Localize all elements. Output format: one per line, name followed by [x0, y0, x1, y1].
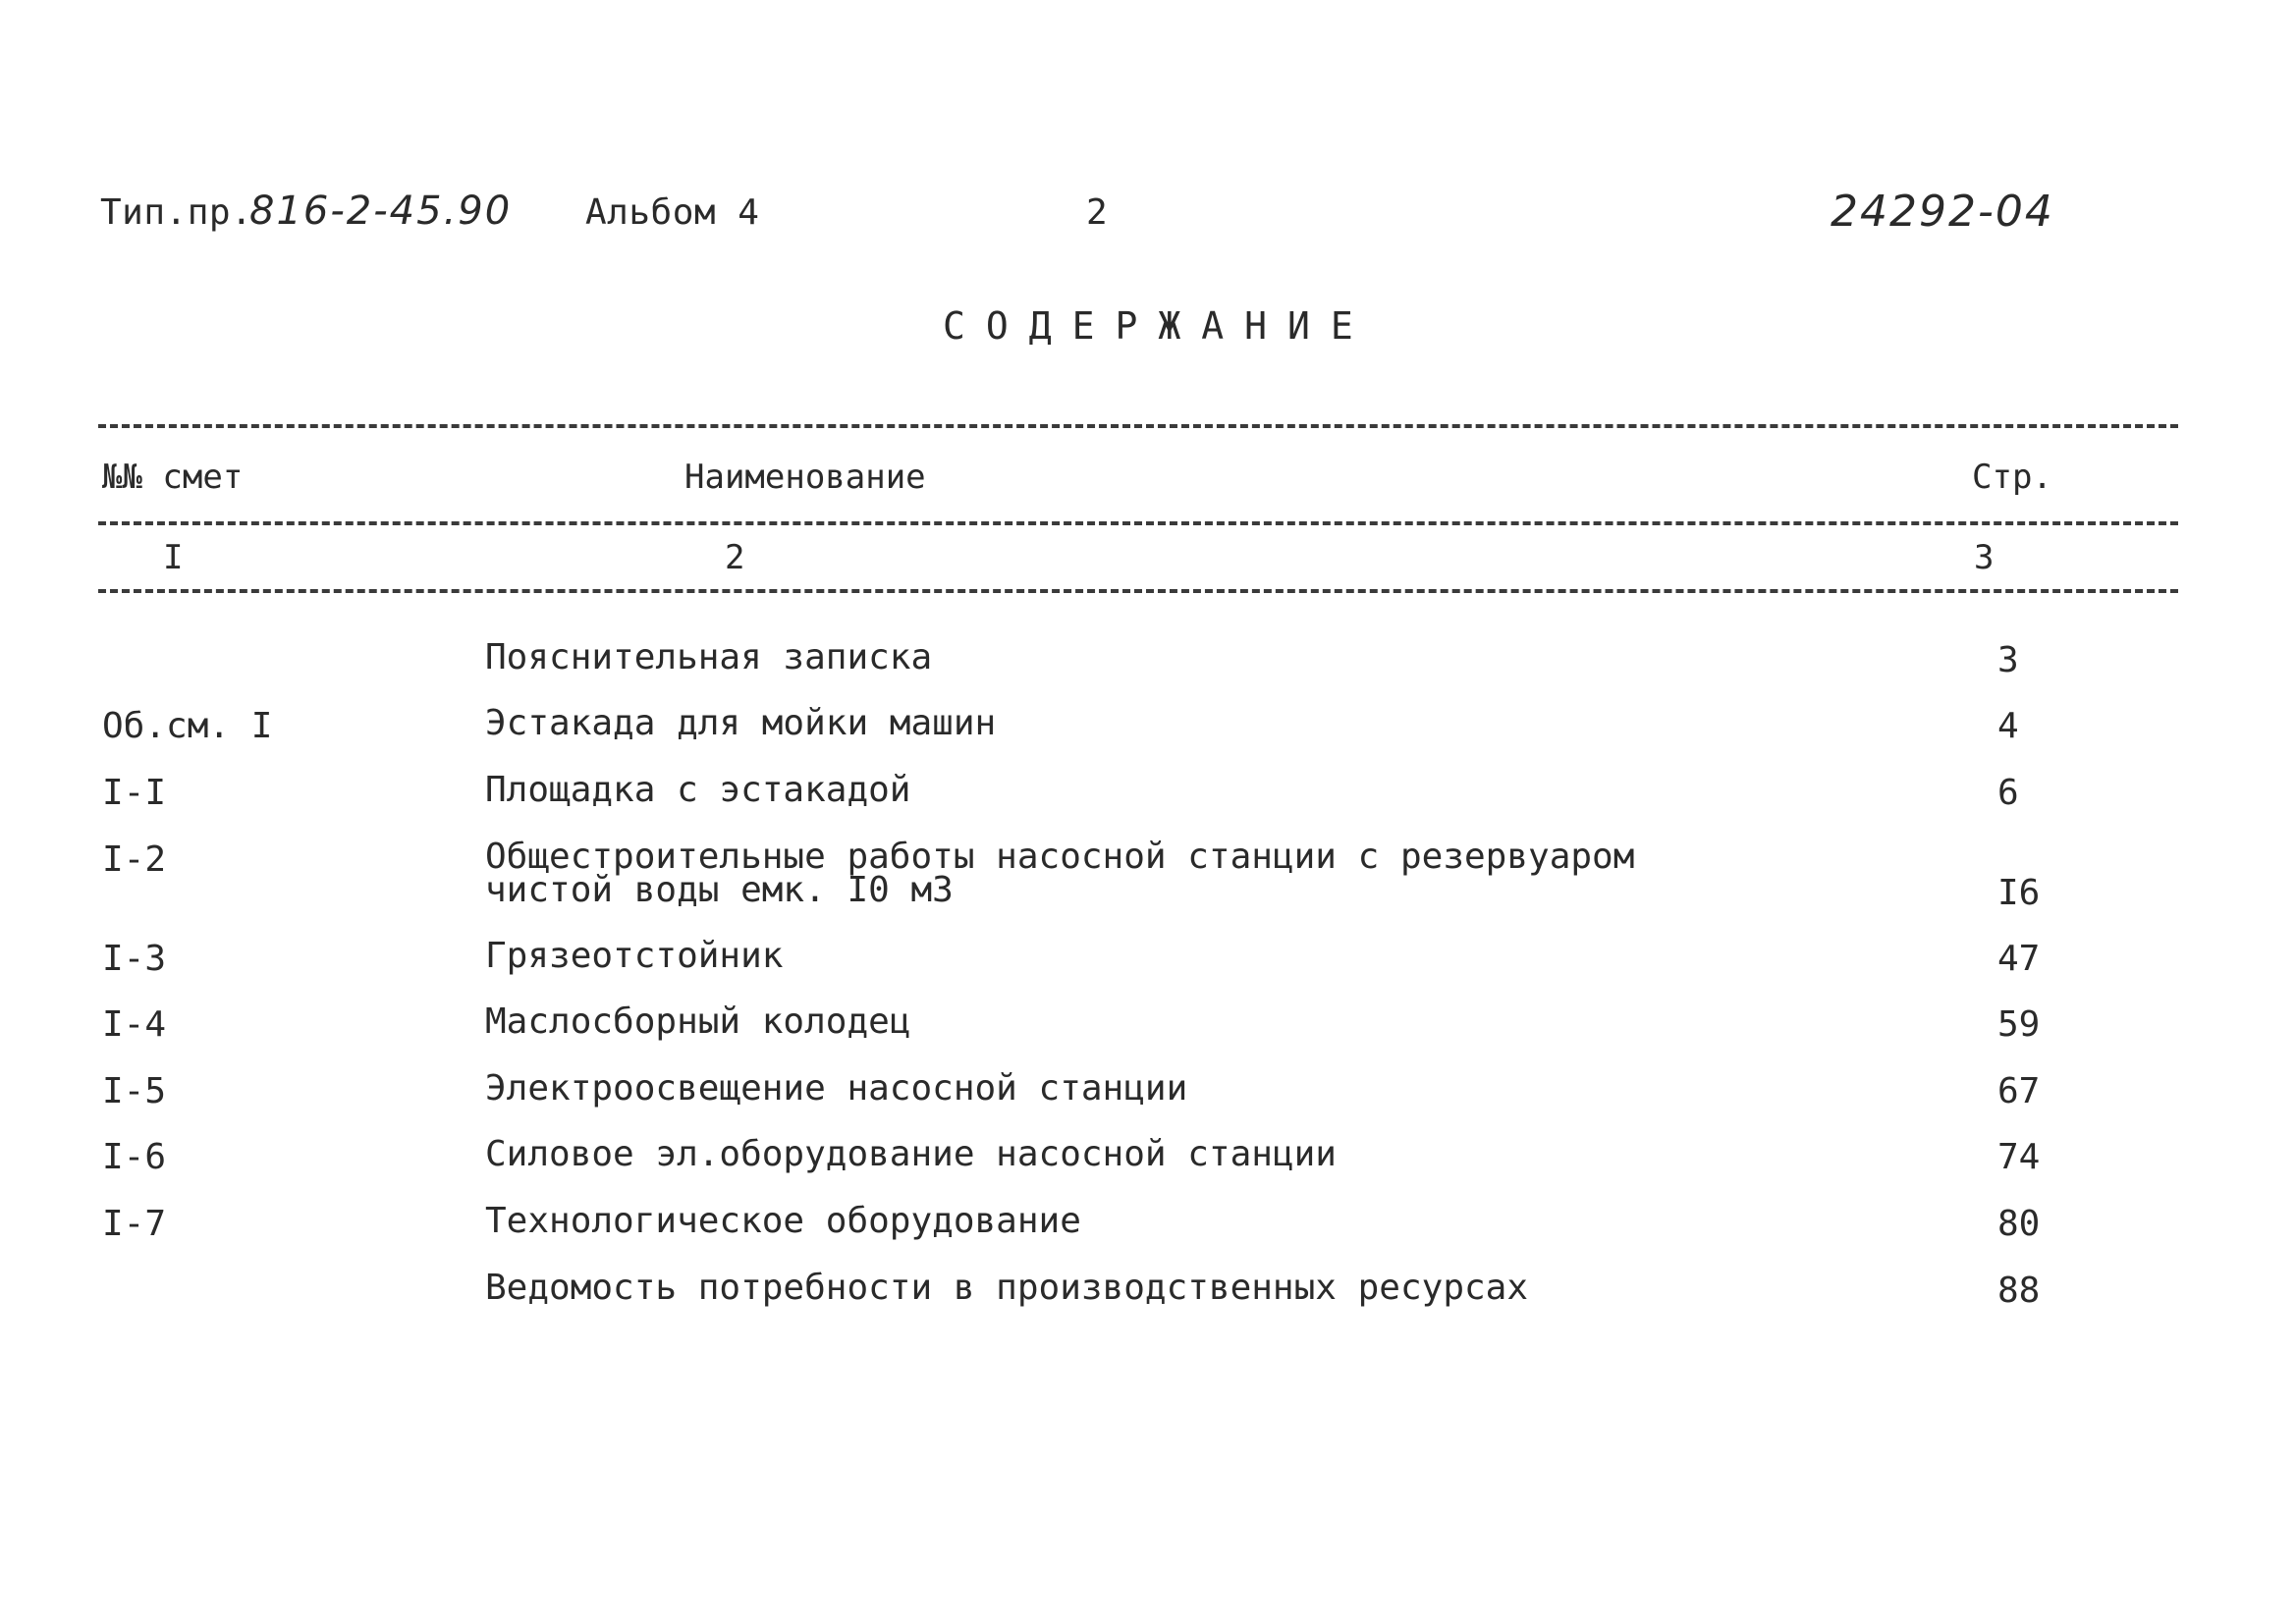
estimate-code: I-2 [102, 839, 167, 880]
estimate-code: I-I [102, 773, 167, 813]
estimate-page: 80 [1997, 1204, 2041, 1244]
estimate-name: Силовое эл.оборудование насосной станции [485, 1134, 1337, 1174]
estimate-page: 74 [1997, 1137, 2041, 1177]
estimate-name: Технологическое оборудование [485, 1201, 1081, 1241]
estimate-page: 67 [1997, 1071, 2041, 1111]
estimate-name-continued: чистой воды емк. I0 м3 [485, 870, 954, 910]
dashed-rule-middle [98, 521, 2178, 525]
estimate-page: I6 [1997, 873, 2041, 913]
estimate-page: 88 [1997, 1271, 2041, 1311]
estimate-page: 6 [1997, 773, 2019, 813]
page-title: СОДЕРЖАНИЕ [943, 304, 1374, 348]
type-project-number: 816-2-45.90 [249, 189, 513, 234]
estimate-name: Эстакада для мойки машин [485, 703, 997, 743]
estimate-name: Грязеотстойник [485, 936, 784, 976]
estimate-page: 4 [1997, 706, 2019, 746]
column-header-name: Наименование [684, 458, 926, 497]
estimate-name: Ведомость потребности в производственных ресурсах [485, 1268, 1529, 1308]
estimate-code: I-6 [102, 1137, 167, 1177]
column-header-page: Стр. [1972, 458, 2052, 497]
document-code: 24292-04 [1831, 187, 2054, 237]
estimate-code: I-3 [102, 939, 167, 979]
column-index-2: 2 [725, 538, 745, 577]
estimate-name: Площадка с эстакадой [485, 770, 911, 810]
page-number: 2 [1086, 192, 1109, 233]
estimate-code: Об.см. I [102, 706, 273, 746]
estimate-name: Электроосвещение насосной станции [485, 1068, 1188, 1109]
estimate-name: Маслосборный колодец [485, 1001, 911, 1042]
estimate-page: 3 [1997, 640, 2019, 680]
type-project-prefix: Тип.пр. [100, 192, 253, 233]
estimate-name: Пояснительная записка [485, 637, 933, 677]
estimate-code: I-5 [102, 1071, 167, 1111]
estimate-page: 59 [1997, 1004, 2041, 1045]
dashed-rule-bottom [98, 589, 2178, 593]
album-label: Альбом 4 [585, 192, 760, 233]
column-index-1: I [163, 538, 184, 577]
column-index-3: 3 [1974, 538, 1995, 577]
estimate-code: I-4 [102, 1004, 167, 1045]
column-header-number: №№ смет [102, 458, 244, 497]
estimate-page: 47 [1997, 939, 2041, 979]
dashed-rule-top [98, 424, 2178, 428]
estimate-name: Общестроительные работы насосной станции с резервуаром [485, 837, 1635, 877]
estimate-code: I-7 [102, 1204, 167, 1244]
